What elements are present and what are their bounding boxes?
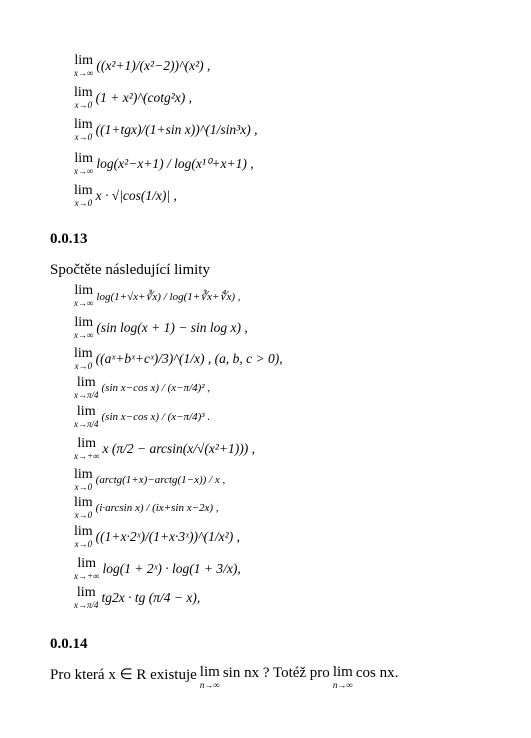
limit-expression: (sin x−cos x) / (x−π/4)² , <box>101 382 211 394</box>
limit-expression: ((aˣ+bˣ+cˣ)/3)^(1/x) , (a, b, c > 0), <box>95 351 283 366</box>
limit-expression: log(x²−x+1) / log(x¹⁰+x+1) , <box>96 156 254 171</box>
section-heading: 0.0.14 <box>50 636 88 652</box>
limit-formula <box>74 86 192 110</box>
limit-formula <box>74 557 241 581</box>
lim-operator: lim x→∞ <box>74 315 94 340</box>
lim-operator: lim n→∞ <box>332 664 353 690</box>
limit-expression: ((x²+1)/(x²−2))^(x²) , <box>96 58 211 73</box>
lim-operator: lim x→∞ <box>74 151 94 176</box>
limit-formula <box>74 496 219 520</box>
lim-operator: lim x→0 <box>74 346 93 371</box>
lim-operator: lim x→0 <box>74 117 93 142</box>
lim-operator: lim x→∞ <box>74 53 94 78</box>
lim-operator: lim x→π/4 <box>74 404 99 429</box>
limit-formula <box>74 118 257 142</box>
limit-formula <box>74 347 283 371</box>
lim-operator: lim x→+∞ <box>74 556 100 581</box>
section-question <box>50 665 398 690</box>
limit-expression: (arctg(1+x)−arctg(1−x)) / x , <box>95 474 226 486</box>
lim-operator: lim x→π/4 <box>74 585 99 610</box>
limit-formula <box>74 437 255 461</box>
limit-expression: (1 + x²)^(cotg²x) , <box>95 90 193 105</box>
limit-formula <box>74 468 225 492</box>
limit-expression: (sin x−cos x) / (x−π/4)³ . <box>101 411 211 423</box>
limit-expression: x · √|cos(1/x)| , <box>95 188 177 203</box>
limit-expression: tg2x · tg (π/4 − x), <box>101 590 201 605</box>
lim-operator: lim x→0 <box>74 85 93 110</box>
lim-operator: lim x→π/4 <box>74 375 99 400</box>
limit-expression: log(1 + 2ˣ) · log(1 + 3/x), <box>102 561 241 576</box>
limit-formula <box>74 376 210 400</box>
lim-operator: lim x→0 <box>74 467 93 492</box>
lim-operator: lim x→∞ <box>74 283 94 308</box>
limit-formula <box>74 184 177 208</box>
section-intro: Spočtěte následující limity <box>50 262 210 278</box>
question-text-part: Pro která x ∈ R existuje <box>50 667 197 683</box>
limit-formula <box>74 586 200 610</box>
limit-expression: (sin log(x + 1) − sin log x) , <box>96 320 248 335</box>
question-text-part: sin nx ? Totéž pro <box>222 665 330 681</box>
limit-formula <box>74 284 241 308</box>
lim-operator: lim x→0 <box>74 524 93 549</box>
limit-expression: x (π/2 − arcsin(x/√(x²+1))) , <box>102 441 255 456</box>
lim-operator: lim x→+∞ <box>74 436 100 461</box>
question-text-part: cos nx. <box>355 665 399 681</box>
limit-expression: ((1+x·2ˣ)/(1+x·3ˣ))^(1/x²) , <box>95 529 240 544</box>
limit-expression: log(1+√x+∛x) / log(1+∛x+∜x) , <box>96 290 241 303</box>
lim-operator: lim x→0 <box>74 183 93 208</box>
limit-formula <box>74 152 254 176</box>
limit-expression: (i·arcsin x) / (ix+sin x−2x) , <box>95 502 219 514</box>
limit-formula <box>74 316 248 340</box>
limit-formula <box>74 54 210 78</box>
lim-operator: lim x→0 <box>74 495 93 520</box>
limit-expression: ((1+tgx)/(1+sin x))^(1/sin³x) , <box>95 122 258 137</box>
section-heading: 0.0.13 <box>50 231 88 247</box>
limit-formula <box>74 405 210 429</box>
lim-operator: lim n→∞ <box>199 664 220 690</box>
limit-formula <box>74 525 240 549</box>
